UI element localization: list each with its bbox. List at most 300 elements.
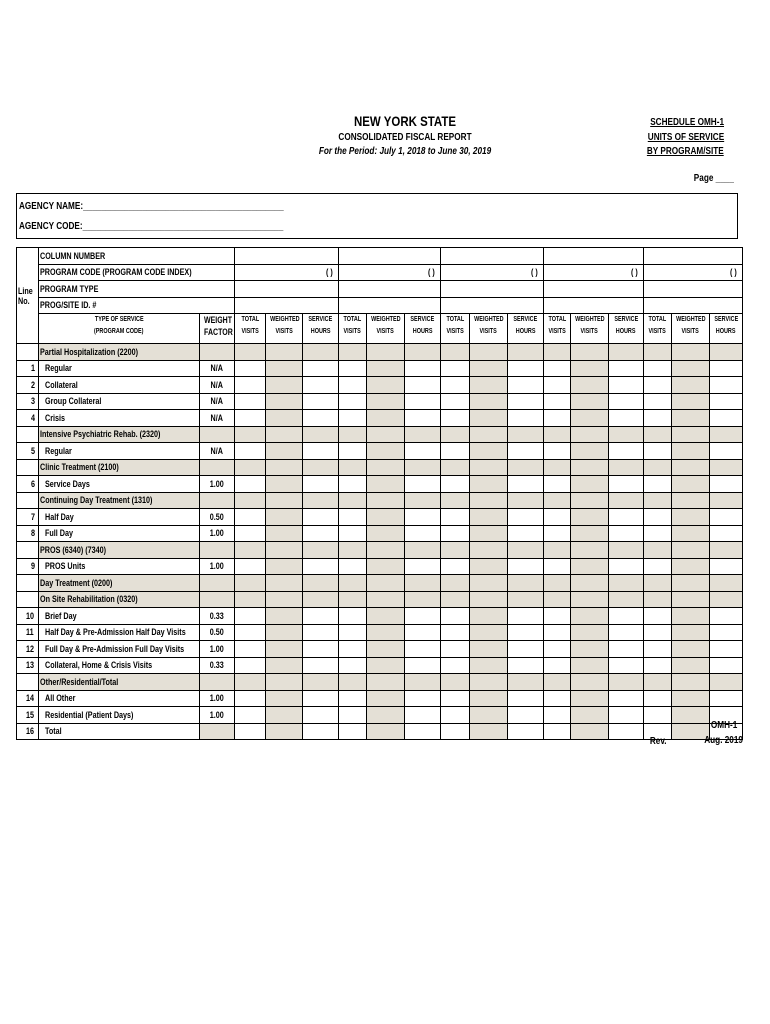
data-input-service-hours[interactable] bbox=[405, 707, 441, 724]
schedule-subtitle: UNITS OF SERVICE bbox=[647, 132, 724, 143]
section-label-text: Other/Residential/Total bbox=[40, 676, 119, 687]
data-input-service-hours[interactable] bbox=[508, 641, 544, 658]
data-input-weighted-visits bbox=[266, 393, 303, 410]
column-number-input[interactable] bbox=[235, 248, 339, 265]
data-input-service-hours[interactable] bbox=[710, 443, 743, 460]
data-input-total-visits[interactable] bbox=[441, 476, 470, 493]
data-input-total-visits[interactable] bbox=[441, 707, 470, 724]
data-input-service-hours[interactable] bbox=[609, 558, 644, 575]
data-input-total-visits[interactable] bbox=[339, 624, 367, 641]
data-input-total-visits[interactable] bbox=[544, 476, 571, 493]
line-no bbox=[17, 542, 39, 559]
data-input-service-hours[interactable] bbox=[508, 608, 544, 625]
data-input-total-visits[interactable] bbox=[235, 608, 266, 625]
column-number-input[interactable] bbox=[441, 248, 544, 265]
data-input-total-visits[interactable] bbox=[544, 723, 571, 740]
data-cell bbox=[303, 344, 339, 361]
program-type-input[interactable] bbox=[644, 281, 743, 298]
data-input-total-visits[interactable] bbox=[544, 525, 571, 542]
data-cell bbox=[571, 674, 609, 691]
data-cell bbox=[470, 492, 508, 509]
weight-factor bbox=[200, 410, 235, 427]
section-row bbox=[17, 459, 743, 476]
line-no bbox=[17, 657, 39, 674]
data-input-total-visits[interactable] bbox=[339, 360, 367, 377]
data-input-total-visits[interactable] bbox=[235, 525, 266, 542]
col-head-total-visits-text: TOTAL bbox=[241, 316, 259, 323]
data-input-total-visits[interactable] bbox=[441, 509, 470, 526]
data-input-service-hours[interactable] bbox=[609, 624, 644, 641]
column-number-input[interactable] bbox=[339, 248, 441, 265]
program-type-input[interactable] bbox=[441, 281, 544, 298]
data-input-total-visits[interactable] bbox=[544, 377, 571, 394]
data-input-weighted-visits bbox=[672, 476, 710, 493]
prog-site-input[interactable] bbox=[339, 297, 441, 314]
service-label bbox=[39, 476, 200, 493]
data-input-weighted-visits bbox=[266, 377, 303, 394]
data-input-weighted-visits bbox=[266, 690, 303, 707]
data-input-service-hours[interactable] bbox=[303, 525, 339, 542]
data-input-total-visits[interactable] bbox=[644, 657, 672, 674]
table-row bbox=[17, 624, 743, 641]
data-input-service-hours[interactable] bbox=[405, 624, 441, 641]
data-input-service-hours[interactable] bbox=[508, 657, 544, 674]
data-input-total-visits[interactable] bbox=[544, 624, 571, 641]
data-input-service-hours[interactable] bbox=[710, 558, 743, 575]
weight-factor bbox=[200, 542, 235, 559]
data-cell bbox=[672, 492, 710, 509]
data-input-service-hours[interactable] bbox=[303, 608, 339, 625]
col-head-service-hours-text-2: HOURS bbox=[616, 328, 636, 335]
agency-box bbox=[16, 193, 738, 239]
data-input-service-hours[interactable] bbox=[609, 360, 644, 377]
data-input-service-hours[interactable] bbox=[303, 443, 339, 460]
data-input-service-hours[interactable] bbox=[710, 476, 743, 493]
data-input-total-visits[interactable] bbox=[339, 657, 367, 674]
data-input-total-visits[interactable] bbox=[235, 558, 266, 575]
data-input-total-visits[interactable] bbox=[544, 707, 571, 724]
data-input-service-hours[interactable] bbox=[609, 608, 644, 625]
data-cell bbox=[405, 575, 441, 592]
data-cell bbox=[367, 344, 405, 361]
data-cell bbox=[544, 542, 571, 559]
weight-factor-text: 1.00 bbox=[209, 561, 225, 572]
line-no-text: 3 bbox=[30, 396, 35, 407]
weight-factor bbox=[200, 360, 235, 377]
data-input-service-hours[interactable] bbox=[405, 410, 441, 427]
col-head-weighted-visits bbox=[470, 314, 508, 344]
data-input-total-visits[interactable] bbox=[544, 657, 571, 674]
table-row bbox=[17, 509, 743, 526]
line-no bbox=[17, 525, 39, 542]
data-cell bbox=[339, 674, 367, 691]
data-input-total-visits[interactable] bbox=[441, 690, 470, 707]
agency-name-field[interactable]: AGENCY NAME:____________________________________________ bbox=[19, 201, 284, 212]
data-input-weighted-visits bbox=[571, 624, 609, 641]
data-cell bbox=[672, 575, 710, 592]
data-input-weighted-visits bbox=[266, 624, 303, 641]
line-no bbox=[17, 459, 39, 476]
prog-site-input[interactable] bbox=[544, 297, 644, 314]
data-cell bbox=[470, 426, 508, 443]
data-input-service-hours[interactable] bbox=[508, 443, 544, 460]
data-input-total-visits[interactable] bbox=[441, 360, 470, 377]
data-input-service-hours[interactable] bbox=[710, 525, 743, 542]
program-code-input[interactable] bbox=[544, 264, 644, 281]
col-head-service-hours-text-2: HOURS bbox=[716, 328, 736, 335]
line-no-text: 14 bbox=[25, 693, 34, 704]
data-input-service-hours[interactable] bbox=[710, 657, 743, 674]
data-input-service-hours[interactable] bbox=[303, 410, 339, 427]
data-input-weighted-visits bbox=[367, 608, 405, 625]
data-input-total-visits[interactable] bbox=[339, 641, 367, 658]
data-input-total-visits[interactable] bbox=[235, 476, 266, 493]
data-cell bbox=[266, 674, 303, 691]
data-input-service-hours[interactable] bbox=[710, 690, 743, 707]
data-input-service-hours[interactable] bbox=[508, 690, 544, 707]
data-input-total-visits[interactable] bbox=[339, 525, 367, 542]
data-input-service-hours[interactable] bbox=[405, 657, 441, 674]
data-input-total-visits[interactable] bbox=[235, 410, 266, 427]
data-input-total-visits[interactable] bbox=[441, 443, 470, 460]
data-input-total-visits[interactable] bbox=[339, 509, 367, 526]
data-cell bbox=[508, 674, 544, 691]
weight-factor-heading bbox=[200, 314, 235, 344]
data-input-total-visits[interactable] bbox=[544, 410, 571, 427]
data-input-weighted-visits bbox=[367, 360, 405, 377]
data-input-service-hours[interactable] bbox=[609, 525, 644, 542]
page-number-field[interactable]: Page ____ bbox=[693, 173, 734, 184]
data-cell bbox=[508, 492, 544, 509]
data-cell bbox=[266, 426, 303, 443]
col-head-total-visits bbox=[441, 314, 470, 344]
data-input-service-hours[interactable] bbox=[303, 707, 339, 724]
data-input-total-visits[interactable] bbox=[339, 707, 367, 724]
data-input-total-visits[interactable] bbox=[644, 525, 672, 542]
data-cell bbox=[441, 542, 470, 559]
data-input-service-hours[interactable] bbox=[405, 377, 441, 394]
prog-site-input[interactable] bbox=[441, 297, 544, 314]
data-input-total-visits[interactable] bbox=[441, 657, 470, 674]
program-type-input[interactable] bbox=[339, 281, 441, 298]
data-input-service-hours[interactable] bbox=[303, 360, 339, 377]
data-input-total-visits[interactable] bbox=[441, 558, 470, 575]
section-label-text: Day Treatment (0200) bbox=[40, 577, 113, 588]
data-input-service-hours[interactable] bbox=[405, 608, 441, 625]
data-input-total-visits[interactable] bbox=[339, 690, 367, 707]
weight-factor bbox=[200, 459, 235, 476]
data-input-total-visits[interactable] bbox=[644, 443, 672, 460]
data-input-service-hours[interactable] bbox=[508, 377, 544, 394]
data-input-total-visits[interactable] bbox=[235, 723, 266, 740]
line-label-cell bbox=[17, 248, 39, 344]
data-input-service-hours[interactable] bbox=[508, 723, 544, 740]
data-input-weighted-visits bbox=[367, 525, 405, 542]
data-input-service-hours[interactable] bbox=[405, 690, 441, 707]
section-row bbox=[17, 344, 743, 361]
col-head-weighted-visits-text: WEIGHTED bbox=[575, 316, 605, 323]
data-cell bbox=[235, 575, 266, 592]
data-cell bbox=[441, 492, 470, 509]
data-input-total-visits[interactable] bbox=[339, 558, 367, 575]
table-row bbox=[17, 558, 743, 575]
weight-factor bbox=[200, 443, 235, 460]
data-input-service-hours[interactable] bbox=[508, 558, 544, 575]
data-input-service-hours[interactable] bbox=[710, 360, 743, 377]
data-input-service-hours[interactable] bbox=[609, 690, 644, 707]
program-code-input[interactable] bbox=[644, 264, 743, 281]
data-input-total-visits[interactable] bbox=[644, 690, 672, 707]
weight-factor bbox=[200, 509, 235, 526]
service-label bbox=[39, 393, 200, 410]
data-input-weighted-visits bbox=[266, 723, 303, 740]
data-input-service-hours[interactable] bbox=[303, 624, 339, 641]
program-type-input[interactable] bbox=[235, 281, 339, 298]
data-input-service-hours[interactable] bbox=[508, 476, 544, 493]
data-input-service-hours[interactable] bbox=[303, 393, 339, 410]
data-input-service-hours[interactable] bbox=[303, 558, 339, 575]
data-input-weighted-visits bbox=[470, 608, 508, 625]
col-head-total-visits bbox=[644, 314, 672, 344]
prog-site-input[interactable] bbox=[235, 297, 339, 314]
data-cell bbox=[303, 591, 339, 608]
data-cell bbox=[303, 674, 339, 691]
data-cell bbox=[609, 426, 644, 443]
line-label-text: Line bbox=[18, 285, 33, 296]
data-input-service-hours[interactable] bbox=[710, 393, 743, 410]
data-cell bbox=[609, 591, 644, 608]
data-cell bbox=[266, 492, 303, 509]
data-input-total-visits[interactable] bbox=[441, 393, 470, 410]
data-input-total-visits[interactable] bbox=[544, 608, 571, 625]
data-input-total-visits[interactable] bbox=[441, 410, 470, 427]
table-row bbox=[17, 410, 743, 427]
data-input-total-visits[interactable] bbox=[339, 608, 367, 625]
table-row bbox=[17, 707, 743, 724]
data-input-service-hours[interactable] bbox=[508, 624, 544, 641]
data-cell bbox=[544, 674, 571, 691]
data-input-total-visits[interactable] bbox=[544, 443, 571, 460]
weight-factor bbox=[200, 723, 235, 740]
data-input-total-visits[interactable] bbox=[441, 641, 470, 658]
header-program-type bbox=[39, 281, 235, 298]
data-input-service-hours[interactable] bbox=[405, 443, 441, 460]
data-cell bbox=[672, 426, 710, 443]
col-head-total-visits-text: TOTAL bbox=[343, 316, 362, 323]
line-no-text: 1 bbox=[30, 363, 35, 374]
data-input-total-visits[interactable] bbox=[339, 410, 367, 427]
data-input-service-hours[interactable] bbox=[710, 641, 743, 658]
data-input-service-hours[interactable] bbox=[303, 690, 339, 707]
data-input-service-hours[interactable] bbox=[303, 476, 339, 493]
data-cell bbox=[508, 575, 544, 592]
data-input-service-hours[interactable] bbox=[609, 377, 644, 394]
data-input-service-hours[interactable] bbox=[303, 657, 339, 674]
data-input-service-hours[interactable] bbox=[710, 509, 743, 526]
section-label bbox=[39, 591, 200, 608]
data-input-total-visits[interactable] bbox=[441, 723, 470, 740]
program-code-input[interactable] bbox=[235, 264, 339, 281]
data-input-total-visits[interactable] bbox=[644, 393, 672, 410]
data-input-weighted-visits bbox=[367, 690, 405, 707]
data-input-service-hours[interactable] bbox=[303, 641, 339, 658]
data-input-total-visits[interactable] bbox=[644, 608, 672, 625]
data-input-total-visits[interactable] bbox=[544, 509, 571, 526]
data-input-service-hours[interactable] bbox=[710, 410, 743, 427]
col-head-total-visits-text-2: VISITS bbox=[446, 328, 464, 335]
section-row bbox=[17, 542, 743, 559]
data-input-service-hours[interactable] bbox=[508, 393, 544, 410]
data-input-total-visits[interactable] bbox=[235, 377, 266, 394]
data-input-total-visits[interactable] bbox=[644, 377, 672, 394]
data-cell bbox=[266, 575, 303, 592]
data-input-service-hours[interactable] bbox=[609, 393, 644, 410]
service-label bbox=[39, 624, 200, 641]
data-cell bbox=[672, 674, 710, 691]
service-label bbox=[39, 641, 200, 658]
section-label bbox=[39, 459, 200, 476]
data-input-total-visits[interactable] bbox=[235, 509, 266, 526]
data-input-service-hours[interactable] bbox=[405, 393, 441, 410]
program-code-input[interactable] bbox=[441, 264, 544, 281]
data-input-total-visits[interactable] bbox=[644, 476, 672, 493]
program-code-input-text: ( ) bbox=[530, 267, 538, 278]
table-row bbox=[17, 393, 743, 410]
data-input-total-visits[interactable] bbox=[544, 360, 571, 377]
data-input-service-hours[interactable] bbox=[609, 443, 644, 460]
data-input-total-visits[interactable] bbox=[441, 624, 470, 641]
data-input-total-visits[interactable] bbox=[339, 393, 367, 410]
line-no-text: 16 bbox=[25, 726, 34, 737]
data-input-total-visits[interactable] bbox=[235, 690, 266, 707]
data-cell bbox=[571, 575, 609, 592]
data-input-service-hours[interactable] bbox=[609, 657, 644, 674]
data-input-total-visits[interactable] bbox=[644, 558, 672, 575]
data-input-weighted-visits bbox=[470, 509, 508, 526]
col-head-total-visits-text: TOTAL bbox=[648, 316, 667, 323]
data-input-service-hours[interactable] bbox=[609, 707, 644, 724]
data-cell bbox=[441, 344, 470, 361]
data-input-total-visits[interactable] bbox=[544, 641, 571, 658]
data-input-service-hours[interactable] bbox=[405, 509, 441, 526]
data-input-total-visits[interactable] bbox=[644, 641, 672, 658]
data-input-service-hours[interactable] bbox=[405, 525, 441, 542]
data-input-weighted-visits bbox=[470, 690, 508, 707]
data-input-total-visits[interactable] bbox=[339, 476, 367, 493]
col-head-service-hours-text: SERVICE bbox=[410, 316, 435, 323]
data-cell bbox=[644, 575, 672, 592]
data-input-total-visits[interactable] bbox=[235, 360, 266, 377]
data-input-total-visits[interactable] bbox=[235, 707, 266, 724]
data-input-service-hours[interactable] bbox=[405, 476, 441, 493]
column-number-input[interactable] bbox=[644, 248, 743, 265]
data-input-weighted-visits bbox=[571, 377, 609, 394]
data-input-total-visits[interactable] bbox=[644, 707, 672, 724]
data-input-service-hours[interactable] bbox=[303, 509, 339, 526]
data-input-weighted-visits bbox=[571, 657, 609, 674]
data-input-service-hours[interactable] bbox=[609, 723, 644, 740]
data-input-total-visits[interactable] bbox=[339, 723, 367, 740]
section-label-text: Clinic Treatment (2100) bbox=[40, 462, 119, 473]
data-input-total-visits[interactable] bbox=[441, 377, 470, 394]
data-input-service-hours[interactable] bbox=[508, 707, 544, 724]
data-input-service-hours[interactable] bbox=[609, 641, 644, 658]
data-cell bbox=[508, 542, 544, 559]
service-label-text: Regular bbox=[45, 363, 72, 374]
col-head-total-visits-text: TOTAL bbox=[446, 316, 464, 323]
data-cell bbox=[710, 674, 743, 691]
data-input-total-visits[interactable] bbox=[544, 558, 571, 575]
data-input-service-hours[interactable] bbox=[609, 410, 644, 427]
data-input-service-hours[interactable] bbox=[303, 723, 339, 740]
data-cell bbox=[367, 426, 405, 443]
data-cell bbox=[441, 426, 470, 443]
program-code-input[interactable] bbox=[339, 264, 441, 281]
weight-factor bbox=[200, 591, 235, 608]
line-no bbox=[17, 410, 39, 427]
data-input-total-visits[interactable] bbox=[544, 690, 571, 707]
col-head-weighted-visits bbox=[266, 314, 303, 344]
data-input-weighted-visits bbox=[571, 690, 609, 707]
data-input-total-visits[interactable] bbox=[339, 443, 367, 460]
prog-site-input[interactable] bbox=[644, 297, 743, 314]
column-number-input[interactable] bbox=[544, 248, 644, 265]
data-cell bbox=[571, 459, 609, 476]
data-input-service-hours[interactable] bbox=[508, 360, 544, 377]
data-input-service-hours[interactable] bbox=[609, 509, 644, 526]
data-input-weighted-visits bbox=[470, 624, 508, 641]
data-input-total-visits[interactable] bbox=[544, 393, 571, 410]
service-label-text: Brief Day bbox=[45, 610, 77, 621]
data-input-service-hours[interactable] bbox=[710, 608, 743, 625]
data-input-service-hours[interactable] bbox=[508, 509, 544, 526]
data-input-total-visits[interactable] bbox=[644, 360, 672, 377]
data-input-total-visits[interactable] bbox=[441, 525, 470, 542]
weight-factor-heading-text-2: FACTOR bbox=[204, 327, 233, 337]
agency-code-field[interactable]: AGENCY CODE:____________________________________________ bbox=[19, 221, 284, 232]
data-input-service-hours[interactable] bbox=[710, 624, 743, 641]
header-column-number bbox=[39, 248, 235, 265]
data-input-service-hours[interactable] bbox=[405, 723, 441, 740]
data-input-total-visits[interactable] bbox=[235, 641, 266, 658]
data-input-total-visits[interactable] bbox=[235, 443, 266, 460]
data-input-service-hours[interactable] bbox=[405, 360, 441, 377]
data-input-total-visits[interactable] bbox=[644, 509, 672, 526]
data-input-total-visits[interactable] bbox=[339, 377, 367, 394]
data-cell bbox=[470, 542, 508, 559]
data-input-service-hours[interactable] bbox=[508, 410, 544, 427]
data-input-total-visits[interactable] bbox=[235, 393, 266, 410]
data-input-service-hours[interactable] bbox=[508, 525, 544, 542]
data-input-service-hours[interactable] bbox=[405, 641, 441, 658]
data-input-total-visits[interactable] bbox=[441, 608, 470, 625]
section-label bbox=[39, 492, 200, 509]
data-cell bbox=[470, 674, 508, 691]
data-input-service-hours[interactable] bbox=[303, 377, 339, 394]
data-cell bbox=[710, 492, 743, 509]
data-input-total-visits[interactable] bbox=[235, 657, 266, 674]
data-input-total-visits[interactable] bbox=[644, 624, 672, 641]
data-input-service-hours[interactable] bbox=[405, 558, 441, 575]
data-input-total-visits[interactable] bbox=[235, 624, 266, 641]
data-input-service-hours[interactable] bbox=[710, 377, 743, 394]
data-input-total-visits[interactable] bbox=[644, 410, 672, 427]
data-cell bbox=[367, 575, 405, 592]
data-input-service-hours[interactable] bbox=[609, 476, 644, 493]
weight-factor-text: N/A bbox=[210, 379, 224, 390]
program-type-input[interactable] bbox=[544, 281, 644, 298]
data-input-weighted-visits bbox=[266, 608, 303, 625]
